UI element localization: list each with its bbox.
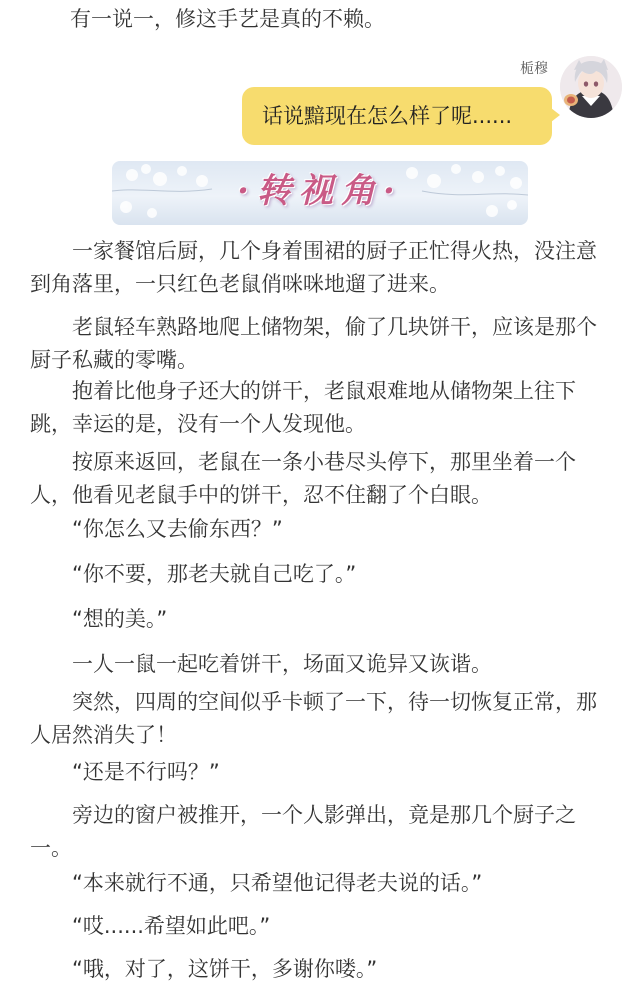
- paragraph: 老鼠轻车熟路地爬上储物架，偷了几块饼干，应该是那个厨子私藏的零嘴。: [30, 315, 597, 372]
- paragraph: “你不要，那老夫就自己吃了。”: [72, 562, 357, 586]
- sender-name: 栀穆: [520, 61, 548, 77]
- intro-line: 有一说一，修这手艺是真的不赖。: [70, 7, 385, 31]
- paragraph: 一人一鼠一起吃着饼干，场面又诡异又诙谐。: [72, 652, 492, 676]
- paragraph: “本来就行不通，只希望他记得老夫说的话。”: [72, 871, 483, 895]
- chat-message: [0, 50, 640, 150]
- paragraph: “哎......希望如此吧。”: [72, 914, 271, 938]
- message-bubble: 话说黯现在怎么样了呢......: [242, 87, 552, 145]
- paragraph: “哦，对了，这饼干，多谢你喽。”: [72, 957, 378, 981]
- paragraph: “还是不行吗？”: [72, 760, 220, 784]
- avatar[interactable]: [560, 56, 622, 118]
- paragraph: “你怎么又去偷东西？”: [72, 517, 283, 541]
- banner-image: [112, 161, 528, 225]
- paragraph: 旁边的窗户被推开，一个人影弹出，竟是那几个厨子之一。: [30, 803, 576, 860]
- bubble-tail: [551, 108, 560, 122]
- paragraph: 一家餐馆后厨，几个身着围裙的厨子正忙得火热，没注意到角落里，一只红色老鼠俏咪咪地遛了进来。: [30, 239, 597, 296]
- banner-title: ·转视角·: [237, 171, 403, 211]
- paragraph: “想的美。”: [72, 607, 168, 631]
- avatar-image: [560, 56, 622, 118]
- paragraph: 抱着比他身子还大的饼干，老鼠艰难地从储物架上往下跳，幸运的是，没有一个人发现他。: [30, 379, 576, 436]
- paragraph: 按原来返回，老鼠在一条小巷尽头停下，那里坐着一个人，他看见老鼠手中的饼干，忍不住翻了个白眼。: [30, 450, 576, 507]
- paragraph: 突然，四周的空间似乎卡顿了一下，待一切恢复正常，那人居然消失了！: [30, 690, 597, 747]
